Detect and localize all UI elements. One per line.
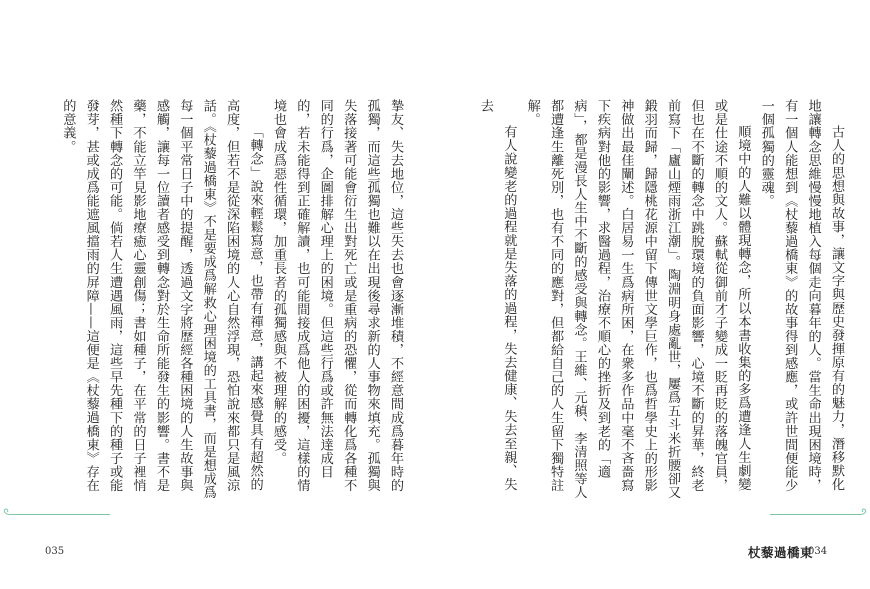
- right-page-body: [446, 99, 848, 499]
- page-number-left: 035: [45, 546, 65, 557]
- footer-swirl-left: [0, 508, 22, 522]
- footer-swirl-right: [850, 508, 870, 522]
- right-paragraph-1: 古人的思想與故事，讓文字與歷史發揮原有的魅力，潛移默化地讓轉念思維慢慢地植入每個走向暮年的人。當生命出現困境時，有一個人能想到《杖藜過橋東》的故事得到感應，或許世間便能少一個孤獨的靈魂。: [758, 99, 844, 492]
- left-paragraph-1: 摯友、失去地位，這些失去也會逐漸堆積，不經意間成爲暮年時的孤獨，而這些孤獨也難以在出現後尋求新的人事物來填充。孤獨與失落接著可能會衍生出對死亡或是重病的恐懼，從而轉化爲各種不同的行爲，企圖排解心理上的困境。但這些行爲或許無法達成目的，若未能得到正確解讀，也可能間接成爲他人的困擾，這樣的情境也會成爲惡性循環，加重長者的孤獨感與不被理解的感受。: [270, 99, 403, 492]
- right-page: [435, 0, 870, 589]
- left-paragraph-2: 「轉念」說來輕鬆寫意，也帶有禪意，講起來感覺具有超然的高度，但若不是從深陷困境的人心自然浮現，恐怕說來都只是風涼話。《杖藜過橋東》不是要成爲解救心理困境的工具書，而是想成爲每一個平常日子中的提醒，透過文字將歷經各種困境的人生故事與感觸，讓每一位讀者感受到轉念對於生命所能發生的影響。書不是藥，不能立竿見影地療癒心靈創傷；書如種子，在平常的日子裡悄然種下轉念的可能。倘若人生遭遇風雨，這些早先種下的種子或能發芽，甚或成爲能遮風擋雨的屏障——這便是《杖藜過橋東》存在的意義。: [60, 99, 263, 499]
- right-paragraph-3: 有人說變老的過程就是失落的過程，失去健康、失去至親、失去: [477, 99, 517, 492]
- running-head-book-title: 杖藜過橋東: [748, 545, 814, 560]
- left-page-body: [62, 99, 407, 499]
- footer-rule-right: [770, 514, 852, 515]
- page-number-right: 034: [808, 546, 828, 557]
- right-paragraph-2: 順境中的人難以體現轉念，所以本書收集的多爲遭逢人生劇變或是仕途不順的文人。蘇軾從御前才子變成一貶再貶的落魄官員，但也在不斷的轉念中跳脫環境的負面影響，心境不斷的昇華，終老前寫下「廬山煙雨浙江潮」。陶淵明身處亂世，屢爲五斗米折腰卻又鍛羽而歸，歸隱桃花源中留下傳世文學巨作，也爲哲學史上的形影神做出最佳闡述。白居易一生爲病所困，在衆多作品中毫不吝嗇寫下疾病對他的影響，求醫過程，治療不順心的挫折及到老的「適病」，都是漫長人生中不斷的感受與轉念。王維、元稹、李清照等人都遭逢生離死別，也有不同的應對，但都給自己的人生留下獨特註解。: [524, 99, 751, 499]
- footer-rule-left: [18, 514, 110, 515]
